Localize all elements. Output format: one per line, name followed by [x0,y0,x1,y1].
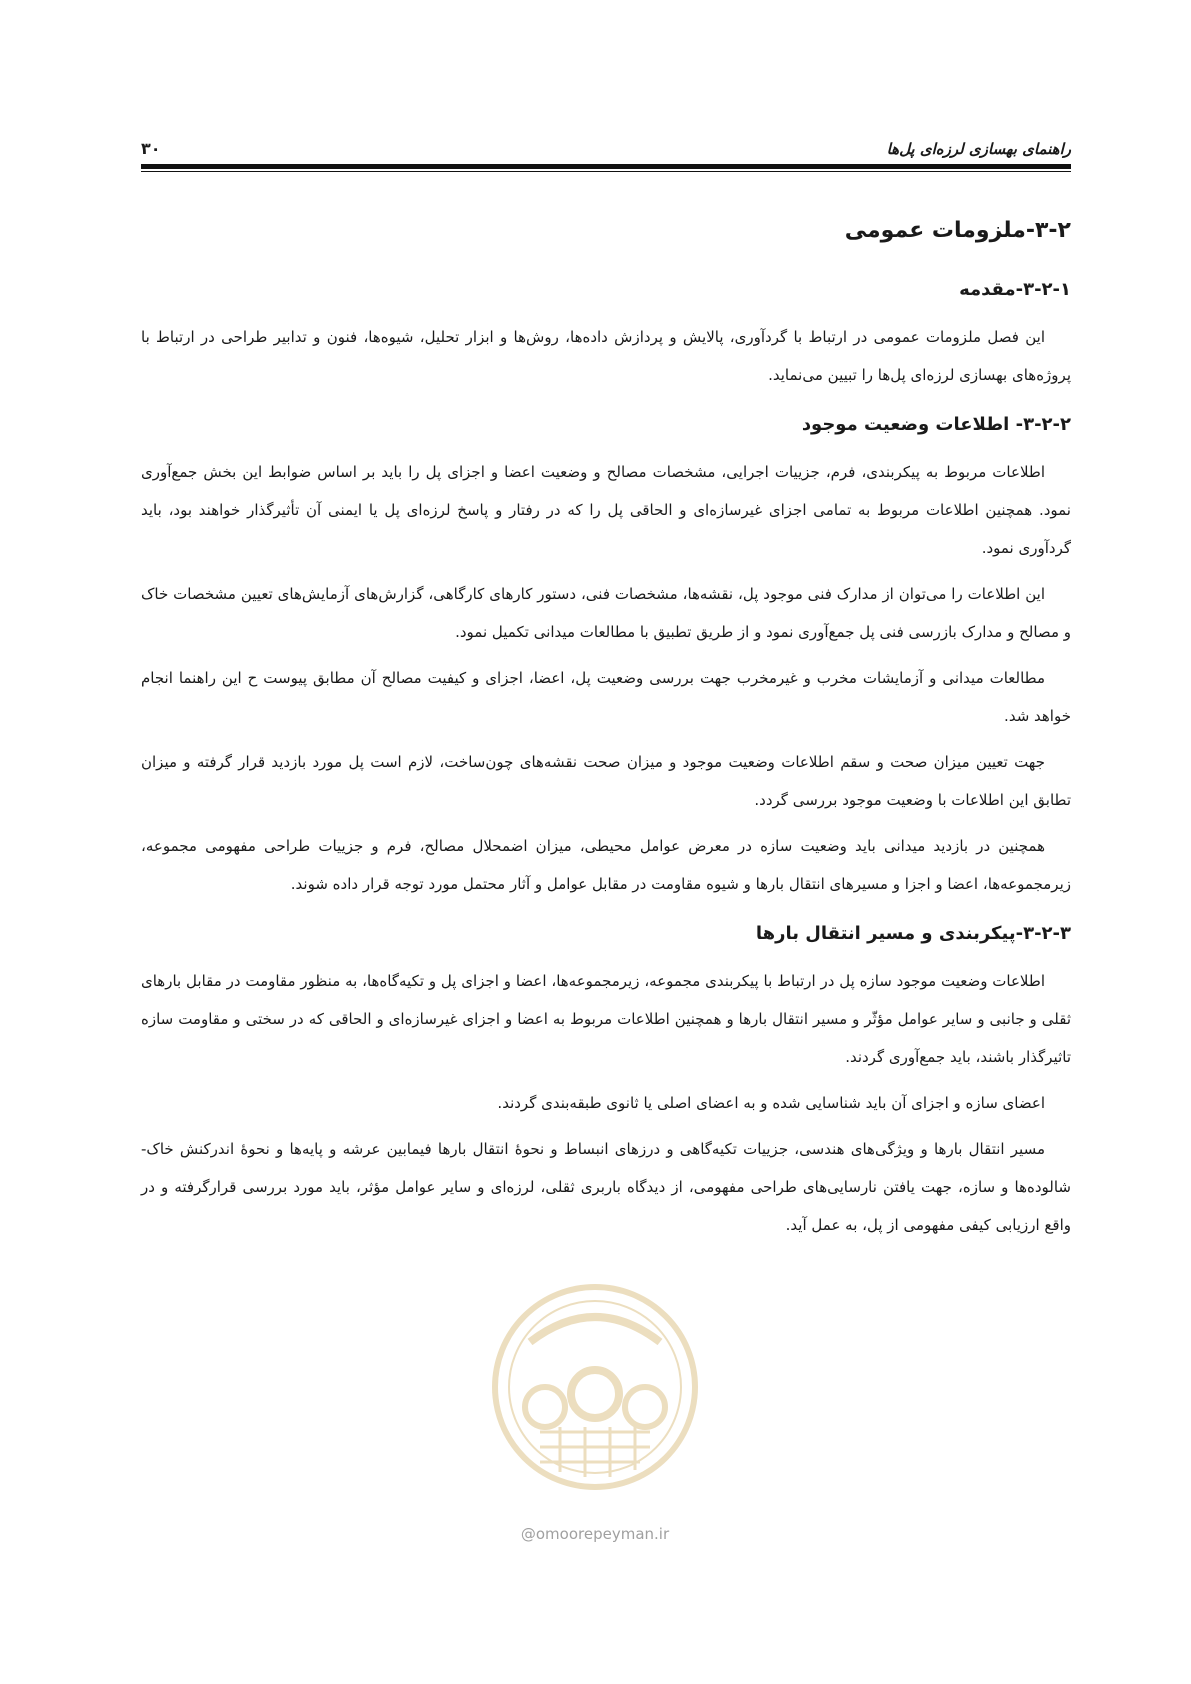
subsection-introduction [141,279,1071,394]
header-rule [141,164,1071,169]
seal-logo-icon [490,1282,700,1492]
page-header [141,118,1071,158]
paragraph: جهت تعیین میزان صحت و سقم اطلاعات وضعیت موجود و میزان صحت نقشه‌های چون‌ساخت، لازم است پل مورد بازدید قرار گرفته و میزان تطابق این اطلاعات با وضعیت موجود بررسی گردد. [141,753,1071,809]
subsection-title: ۳-۲-۲- اطلاعات وضعیت موجود [801,414,1071,435]
paragraph: اطلاعات مربوط به پیکربندی، فرم، جزییات اجرایی، مشخصات مصالح و وضعیت اعضا و اجزای پل را باید بر اساس ضوابط این بخش جمع‌آوری نمود. همچنین اطلاعات مربوط به تمامی اجزای غیرسازه‌ای و الحاقی پل را که در رفتار و پاسخ لرزه‌ای پل یا ایمنی آن تأثیرگذار خواهند بود، باید گردآوری نمود. [141,463,1071,557]
paragraph: مطالعات میدانی و آزمایشات مخرب و غیرمخرب جهت بررسی وضعیت پل، اعضا، اجزای و کیفیت مصالح آن مطابق پیوست ح این راهنما انجام خواهد شد. [141,669,1071,725]
paragraph: این اطلاعات را می‌توان از مدارک فنی موجود پل، نقشه‌ها، مشخصات فنی، دستور کارهای کارگاهی، گزارش‌های آزمایش‌های تعیین مشخصات خاک و مصالح و مدارک بازرسی فنی پل جمع‌آوری نمود و از طریق تطبیق با مطالعات میدانی تکمیل نمود. [141,585,1071,641]
header-title: راهنمای بهسازی لرزه‌ای پل‌ها [886,140,1071,158]
watermark-url: @omoorepeyman.ir [520,1525,670,1543]
header-rule-thin [141,171,1071,172]
paragraph: این فصل ملزومات عمومی در ارتباط با گردآوری، پالایش و پردازش داده‌ها، روش‌ها و ابزار تحلیل، شیوه‌ها، فنون و تدابیر طراحی در ارتباط با پروژه‌های بهسازی لرزه‌ای پل‌ها را تبیین می‌نماید. [141,328,1071,384]
paragraph: مسیر انتقال بارها و ویژگی‌های هندسی، جزییات تکیه‌گاهی و درزهای انبساط و نحوهٔ انتقال بارها فیمابین عرشه و پایه‌ها و نحوهٔ اندرکنش خاک- شالوده‌ها و سازه، جهت یافتن نارسایی‌های طراحی مفهومی، از دیدگاه باربری ثقلی، لرزه‌ای و سایر عوامل مؤثر، باید مورد بررسی قرارگرفته و در واقع ارزیابی کیفی مفهومی از پل، به عمل آید. [141,1140,1071,1234]
subsection-existing-conditions [141,414,1071,903]
subsection-title: ۳-۲-۳-پیکربندی و مسیر انتقال بارها [755,923,1071,944]
subsection-load-path [141,923,1071,1244]
page-content [141,206,1071,1264]
paragraph: اعضای سازه و اجزای آن باید شناسایی شده و به اعضای اصلی یا ثانوی طبقه‌بندی گردند. [497,1094,1045,1112]
section-title: ۳-۲-ملزومات عمومی [844,218,1071,243]
paragraph: اطلاعات وضعیت موجود سازه پل در ارتباط با پیکربندی مجموعه، زیرمجموعه‌ها، اعضا و اجزای پل و تکیه‌گاه‌ها، به منظور مقاومت در مقابل بارهای ثقلی و جانبی و سایر عوامل مؤثّر و مسیر انتقال بارها و همچنین اطلاعات مربوط به اعضا و اجزای غیرسازه‌ای و الحاقی که در سختی و مقاومت سازه تاثیرگذار باشند، باید جمع‌آوری گردند. [141,972,1071,1066]
subsection-title: ۳-۲-۱-مقدمه [959,279,1071,300]
paragraph: همچنین در بازدید میدانی باید وضعیت سازه در معرض عوامل محیطی، میزان اضمحلال مصالح، فرم و جزییات طراحی مفهومی مجموعه، زیرمجموعه‌ها، اعضا و اجزا و مسیرهای انتقال بارها و شیوه مقاومت در مقابل عوامل و آثار محتمل مورد توجه قرار داده شوند. [141,837,1071,893]
page-number: ۳۰ [141,139,161,158]
